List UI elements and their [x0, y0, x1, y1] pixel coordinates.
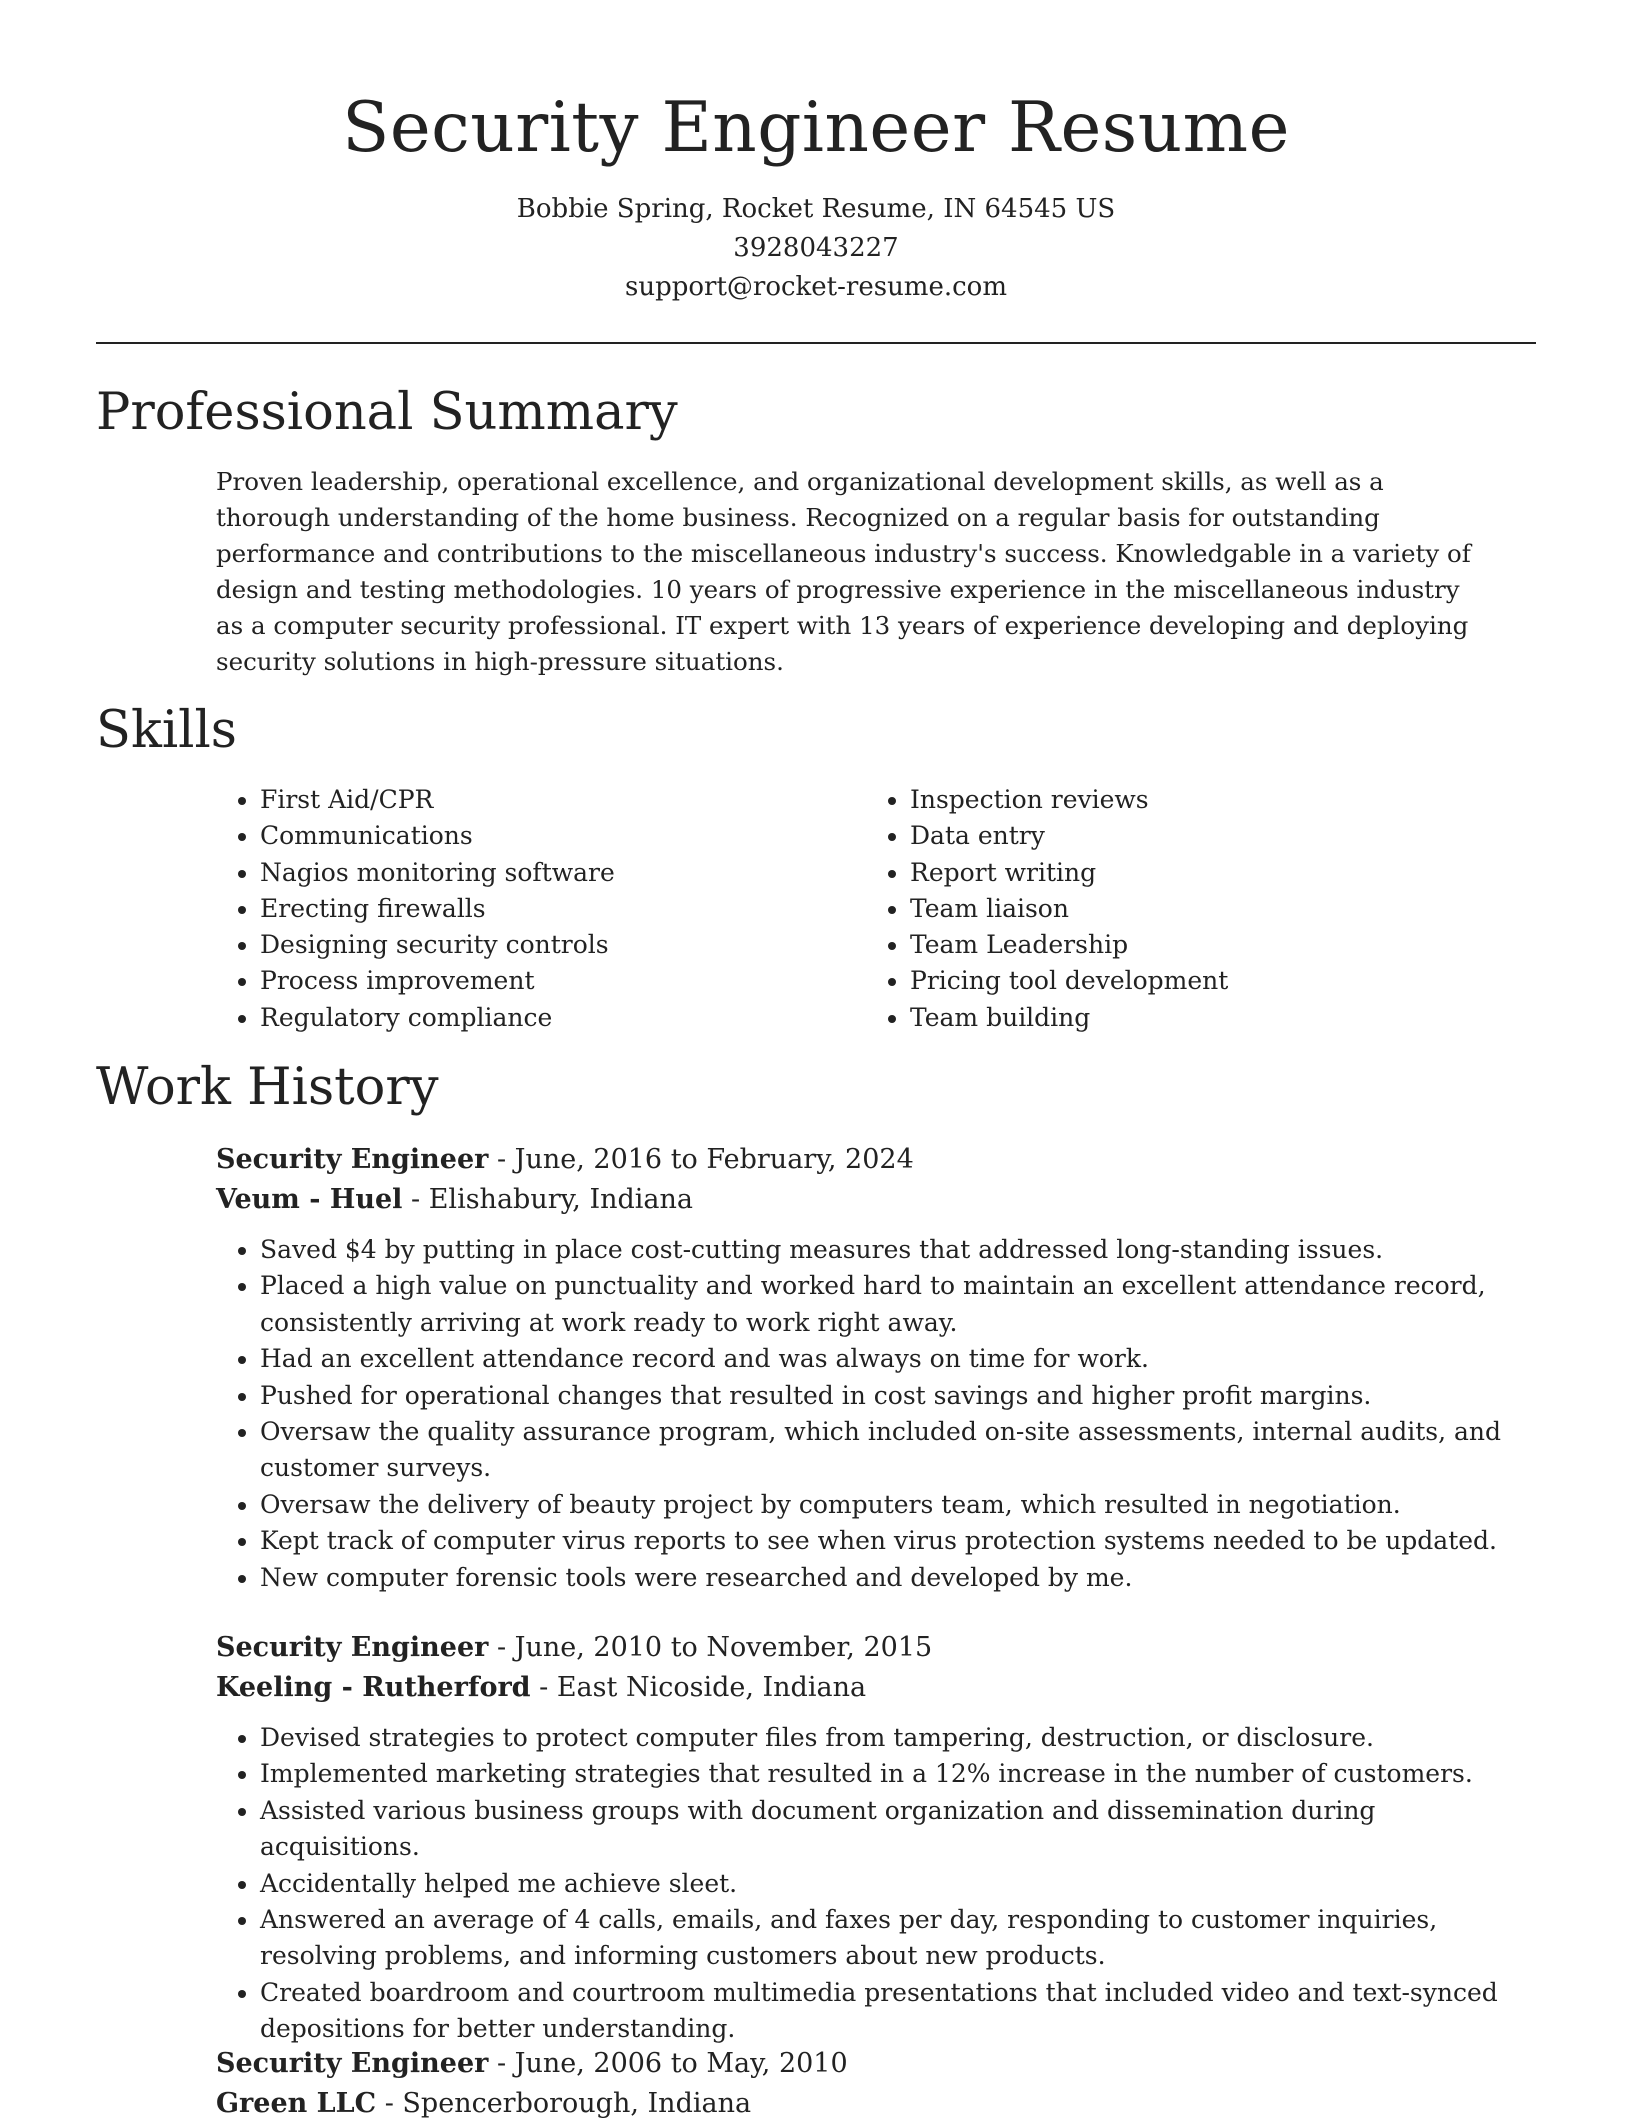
job-dates: - June, 2016 to February, 2024	[488, 1144, 914, 1175]
job-bullet: • Placed a high value on punctuality and worked hard to maintain an excellent attendance record, consistently arriving at work ready to work right away.	[260, 1268, 1536, 1341]
job-dates: - June, 2010 to November, 2015	[488, 1632, 933, 1663]
contact-block	[0, 190, 1632, 307]
job-title-line	[216, 1140, 1536, 1180]
job-bullet: • Devised strategies to protect computer files from tampering, destruction, or disclosure.	[260, 1720, 1536, 1756]
job-company: Veum - Huel	[216, 1184, 403, 1215]
job-title: Security Engineer	[216, 1632, 489, 1663]
job-location: - Spencerborough, Indiana	[376, 2088, 752, 2119]
job-title-line	[216, 1628, 1536, 1668]
job-bullet: • Kept track of computer virus reports to see when virus protection systems needed to be updated.	[260, 1523, 1536, 1559]
skill-item: • Report writing	[910, 855, 1516, 891]
job-company-line	[216, 1668, 1536, 1708]
contact-address: Bobbie Spring, Rocket Resume, IN 64545 US	[516, 194, 1116, 224]
skills-heading: Skills	[96, 701, 237, 760]
resume-header	[0, 0, 1632, 307]
skill-item: • Designing security controls	[260, 927, 866, 963]
job-location: - East Nicoside, Indiana	[530, 1672, 867, 1703]
job-bullet: • Had an excellent attendance record and was always on time for work.	[260, 1341, 1536, 1377]
skill-item: • Team Leadership	[910, 927, 1516, 963]
skills-column-left	[216, 782, 866, 1036]
skill-item: • Regulatory compliance	[260, 1000, 866, 1036]
job-company: Keeling - Rutherford	[216, 1672, 531, 1703]
work-history-heading: Work History	[96, 1058, 439, 1117]
job-entry	[216, 2044, 1536, 2124]
skill-item: • Nagios monitoring software	[260, 855, 866, 891]
skill-item: • Erecting firewalls	[260, 891, 866, 927]
skill-item: • Communications	[260, 818, 866, 854]
contact-email: support@rocket-resume.com	[624, 272, 1007, 302]
skill-item: • Data entry	[910, 818, 1516, 854]
job-dates: - June, 2006 to May, 2010	[488, 2048, 848, 2079]
skills-list	[216, 782, 1536, 1036]
job-title: Security Engineer	[216, 2048, 489, 2079]
job-company: Green LLC	[216, 2088, 377, 2119]
job-title-line	[216, 2044, 1536, 2084]
job-bullet: • Assisted various business groups with document organization and dissemination during acquisitions.	[260, 1793, 1536, 1866]
summary-heading: Professional Summary	[96, 383, 678, 442]
job-title: Security Engineer	[216, 1144, 489, 1175]
summary-text: Proven leadership, operational excellence, and organizational development skills, as well as a thorough understanding of the home business. Recognized on a regular basis for outstanding performance and contributions to the miscellaneous industry's success. Knowledgable in a variety of design and testing methodologies. 10 years of progressive experience in the miscellaneous industry as a computer security professional. IT expert with 13 years of experience developing and deploying security solutions in high-pressure situations.	[216, 467, 1471, 676]
job-bullet: • Accidentally helped me achieve sleet.	[260, 1866, 1536, 1902]
skill-item: • First Aid/CPR	[260, 782, 866, 818]
skills-column-right	[866, 782, 1516, 1036]
header-divider	[96, 342, 1536, 344]
job-bullets	[216, 1232, 1536, 1596]
contact-phone: 3928043227	[733, 233, 899, 263]
job-company-line	[216, 1180, 1536, 1220]
skill-item: • Team building	[910, 1000, 1516, 1036]
job-bullet: • Oversaw the delivery of beauty project by computers team, which resulted in negotiation.	[260, 1487, 1536, 1523]
skill-item: • Team liaison	[910, 891, 1516, 927]
job-bullet: • Saved $4 by putting in place cost-cutting measures that addressed long-standing issues.	[260, 1232, 1536, 1268]
job-location: - Elishabury, Indiana	[402, 1184, 694, 1215]
job-bullet: • Created boardroom and courtroom multimedia presentations that included video and text-synced depositions for better understanding.	[260, 1975, 1536, 2048]
job-bullet: • Implemented marketing strategies that resulted in a 12% increase in the number of customers.	[260, 1756, 1536, 1792]
job-company-line	[216, 2084, 1536, 2124]
job-entry	[216, 1140, 1536, 1596]
skill-item: • Inspection reviews	[910, 782, 1516, 818]
skill-item: • Process improvement	[260, 963, 866, 999]
job-bullet: • Oversaw the quality assurance program, which included on-site assessments, internal audits, and customer surveys.	[260, 1414, 1536, 1487]
job-bullets	[216, 1720, 1536, 2048]
resume-title: Security Engineer Resume	[342, 88, 1290, 168]
job-entry	[216, 1628, 1536, 2048]
job-bullet: • Pushed for operational changes that resulted in cost savings and higher profit margins.	[260, 1378, 1536, 1414]
job-bullet: • New computer forensic tools were researched and developed by me.	[260, 1560, 1536, 1596]
skill-item: • Pricing tool development	[910, 963, 1516, 999]
job-bullet: • Answered an average of 4 calls, emails, and faxes per day, responding to customer inquiries, resolving problems, and informing customers about new products.	[260, 1902, 1536, 1975]
